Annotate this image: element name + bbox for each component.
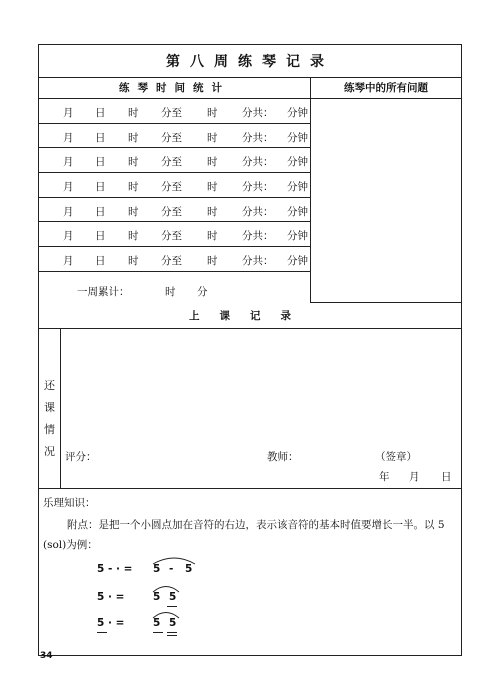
row-label-day: 日 xyxy=(95,255,106,268)
row-label-hour: 时 xyxy=(128,230,139,243)
dotted-note-example-1: 5 - · = 5 - 5 xyxy=(97,561,237,583)
theory-line-1: 附点：是把一个小圆点加在音符的右边，表示该音符的基本时值要增长一半。以 5 xyxy=(67,519,445,531)
row-label-min-to: 分至 xyxy=(161,156,182,169)
row-label-min-total: 分共： xyxy=(242,255,274,268)
practice-row[interactable] xyxy=(39,148,311,173)
tie-icon xyxy=(151,555,197,565)
practice-time-header: 练琴时间统计 xyxy=(39,77,311,99)
row-label-day: 日 xyxy=(95,230,106,243)
row-label-minutes: 分钟 xyxy=(287,156,308,169)
row-label-month: 月 xyxy=(63,156,74,169)
date-month: 月 xyxy=(409,471,420,483)
row-label-day: 日 xyxy=(95,181,106,194)
theory-line-2: (sol)为例： xyxy=(43,539,98,551)
row-label-month: 月 xyxy=(63,131,74,144)
dotted-note-example-3: 5 · = 5 5 xyxy=(97,615,237,639)
row-label-min-total: 分共： xyxy=(242,205,274,218)
row-label-min-to: 分至 xyxy=(161,131,182,144)
side-char: 况 xyxy=(44,445,55,458)
side-char: 还 xyxy=(44,379,55,392)
row-label-min-to: 分至 xyxy=(161,255,182,268)
teacher-label: 教师： xyxy=(267,451,299,463)
practice-row[interactable] xyxy=(39,247,311,272)
row-label-month: 月 xyxy=(63,107,74,119)
underline-icon xyxy=(167,632,177,633)
row-label-month: 月 xyxy=(63,230,74,243)
row-label-min-total: 分共： xyxy=(242,156,274,169)
row-label-hour2: 时 xyxy=(207,131,218,144)
row-label-min-to: 分至 xyxy=(161,107,182,119)
theory-heading: 乐理知识： xyxy=(43,497,96,509)
lesson-review-side-label xyxy=(39,329,61,489)
score-label: 评分： xyxy=(65,451,97,463)
weekly-total-row xyxy=(39,272,311,303)
practice-row[interactable] xyxy=(39,173,311,198)
practice-row[interactable] xyxy=(39,222,311,247)
underline-icon xyxy=(167,635,177,636)
row-label-hour2: 时 xyxy=(207,230,218,243)
practice-row[interactable] xyxy=(39,124,311,149)
page-number: 34 xyxy=(40,651,53,661)
underline-icon xyxy=(153,632,163,633)
row-label-min-total: 分共： xyxy=(242,131,274,144)
row-label-hour2: 时 xyxy=(207,255,218,268)
practice-record-form xyxy=(38,44,462,656)
row-label-min-total: 分共： xyxy=(242,107,274,119)
row-label-minutes: 分钟 xyxy=(287,181,308,194)
problems-header: 练琴中的所有问题 xyxy=(311,77,461,99)
problems-area[interactable] xyxy=(311,99,461,303)
row-label-minutes: 分钟 xyxy=(287,255,308,268)
row-label-min-total: 分共： xyxy=(242,181,274,194)
row-label-hour2: 时 xyxy=(207,205,218,218)
row-label-min-total: 分共： xyxy=(242,230,274,243)
underline-icon xyxy=(167,606,177,607)
row-label-hour2: 时 xyxy=(207,181,218,194)
row-label-minutes: 分钟 xyxy=(287,205,308,218)
row-label-hour: 时 xyxy=(128,131,139,144)
underline-icon xyxy=(97,632,107,633)
row-label-month: 月 xyxy=(63,181,74,194)
page-title: 第八周练琴记录 xyxy=(39,45,461,78)
row-label-min-to: 分至 xyxy=(161,181,182,194)
row-label-minutes: 分钟 xyxy=(287,107,308,119)
date-day: 日 xyxy=(441,471,452,483)
side-char: 课 xyxy=(44,401,55,414)
dotted-note-example-2: 5 · = 5 5 xyxy=(97,589,237,611)
row-label-minutes: 分钟 xyxy=(287,131,308,144)
weekly-total-hour: 时 xyxy=(165,286,176,298)
lesson-review-area[interactable] xyxy=(61,329,461,489)
row-label-day: 日 xyxy=(95,107,106,119)
row-label-hour2: 时 xyxy=(207,107,218,119)
weekly-total-label: 一周累计： xyxy=(77,286,130,298)
row-label-hour2: 时 xyxy=(207,156,218,169)
tie-icon xyxy=(151,583,181,593)
row-label-minutes: 分钟 xyxy=(287,230,308,243)
row-label-hour: 时 xyxy=(128,107,139,119)
row-label-min-to: 分至 xyxy=(161,230,182,243)
weekly-total-min: 分 xyxy=(197,286,208,298)
row-label-min-to: 分至 xyxy=(161,205,182,218)
row-label-hour: 时 xyxy=(128,255,139,268)
row-label-month: 月 xyxy=(63,255,74,268)
music-theory-section xyxy=(39,489,461,655)
row-label-hour: 时 xyxy=(128,205,139,218)
side-char: 情 xyxy=(44,423,55,436)
tie-icon xyxy=(151,609,181,619)
practice-rows xyxy=(39,99,311,272)
practice-row[interactable] xyxy=(39,99,311,124)
row-label-hour: 时 xyxy=(128,156,139,169)
row-label-hour: 时 xyxy=(128,181,139,194)
lesson-record-header: 上课记录 xyxy=(39,303,461,329)
row-label-day: 日 xyxy=(95,156,106,169)
row-label-day: 日 xyxy=(95,131,106,144)
row-label-day: 日 xyxy=(95,205,106,218)
row-label-month: 月 xyxy=(63,205,74,218)
practice-row[interactable] xyxy=(39,198,311,223)
seal-label: （签章） xyxy=(375,451,417,463)
date-year: 年 xyxy=(379,471,390,483)
